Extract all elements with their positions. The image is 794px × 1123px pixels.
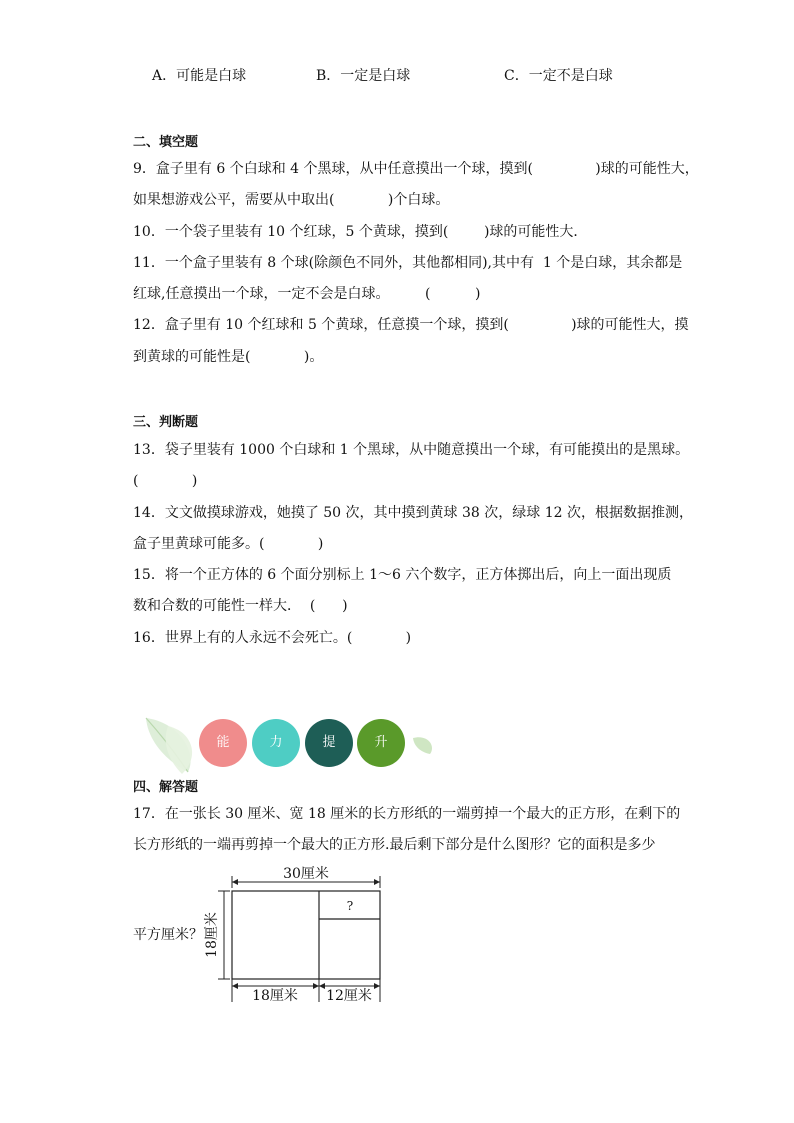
question-14-line-1: 14．文文做摸球游戏，她摸了 50 次，其中摸到黄球 38 次，绿球 12 次，根据数据推测，: [133, 505, 693, 521]
bottom-right-dimension-label: 12厘米: [326, 988, 372, 1004]
banner-circle-2: 力: [252, 719, 300, 767]
left-dimension-label: 18厘米: [204, 912, 220, 958]
question-17-line-3: 平方厘米？: [133, 927, 203, 943]
question-11-line-1: 11．一个盒子里装有 8 个球(除颜色不同外，其他都相同),其中有 1 个是白球，其余都是: [133, 255, 683, 271]
question-13-line-2: ( ): [133, 473, 198, 489]
question-10: 10．一个袋子里装有 10 个红球，5 个黄球，摸到( )球的可能性大．: [133, 224, 588, 240]
question-13-line-1: 13．袋子里装有 1000 个白球和 1 个黑球，从中随意摸出一个球，有可能摸出的是黑球。: [133, 442, 690, 458]
option-b: B．一定是白球: [316, 68, 411, 84]
section-heading-true-false: 三、判断题: [133, 415, 199, 430]
option-c: C．一定不是白球: [504, 68, 613, 84]
bottom-left-dimension-label: 18厘米: [252, 988, 298, 1004]
question-11-line-2: 红球,任意摸出一个球，一定不会是白球。 ( ): [133, 286, 481, 302]
section-heading-solve: 四、解答题: [133, 780, 199, 795]
question-mark-label: ?: [346, 899, 354, 913]
banner-circle-1: 能: [199, 719, 247, 767]
question-17-line-1: 17．在一张长 30 厘米、宽 18 厘米的长方形纸的一端剪掉一个最大的正方形，在剩下的: [133, 806, 681, 822]
question-17-line-2: 长方形纸的一端再剪掉一个最大的正方形.最后剩下部分是什么图形？它的面积是多少: [133, 837, 656, 853]
question-9-line-2: 如果想游戏公平，需要从中取出( )个白球。: [133, 192, 450, 208]
question-16: 16．世界上有的人永远不会死亡。( ): [133, 630, 412, 646]
question-9-line-1: 9．盒子里有 6 个白球和 4 个黑球，从中任意摸出一个球，摸到( )球的可能性大，: [133, 161, 699, 177]
question-14-line-2: 盒子里黄球可能多。( ): [133, 536, 324, 552]
section-heading-fill-blank: 二、填空题: [133, 135, 199, 150]
banner-circle-3: 提: [305, 719, 353, 767]
question-15-line-1: 15．将一个正方体的 6 个面分别标上 1～6 六个数字，正方体掷出后，向上一面出现质: [133, 567, 672, 583]
question-15-line-2: 数和合数的可能性一样大． ( ): [133, 598, 348, 614]
top-dimension-label: 30厘米: [283, 866, 329, 882]
banner-circle-4: 升: [357, 719, 405, 767]
rectangle-diagram: [200, 860, 400, 1010]
question-12-line-1: 12．盒子里有 10 个红球和 5 个黄球，任意摸一个球，摸到( )球的可能性大，摸: [133, 317, 689, 333]
option-a: A．可能是白球: [152, 68, 247, 84]
question-12-line-2: 到黄球的可能性是( )。: [133, 349, 324, 365]
